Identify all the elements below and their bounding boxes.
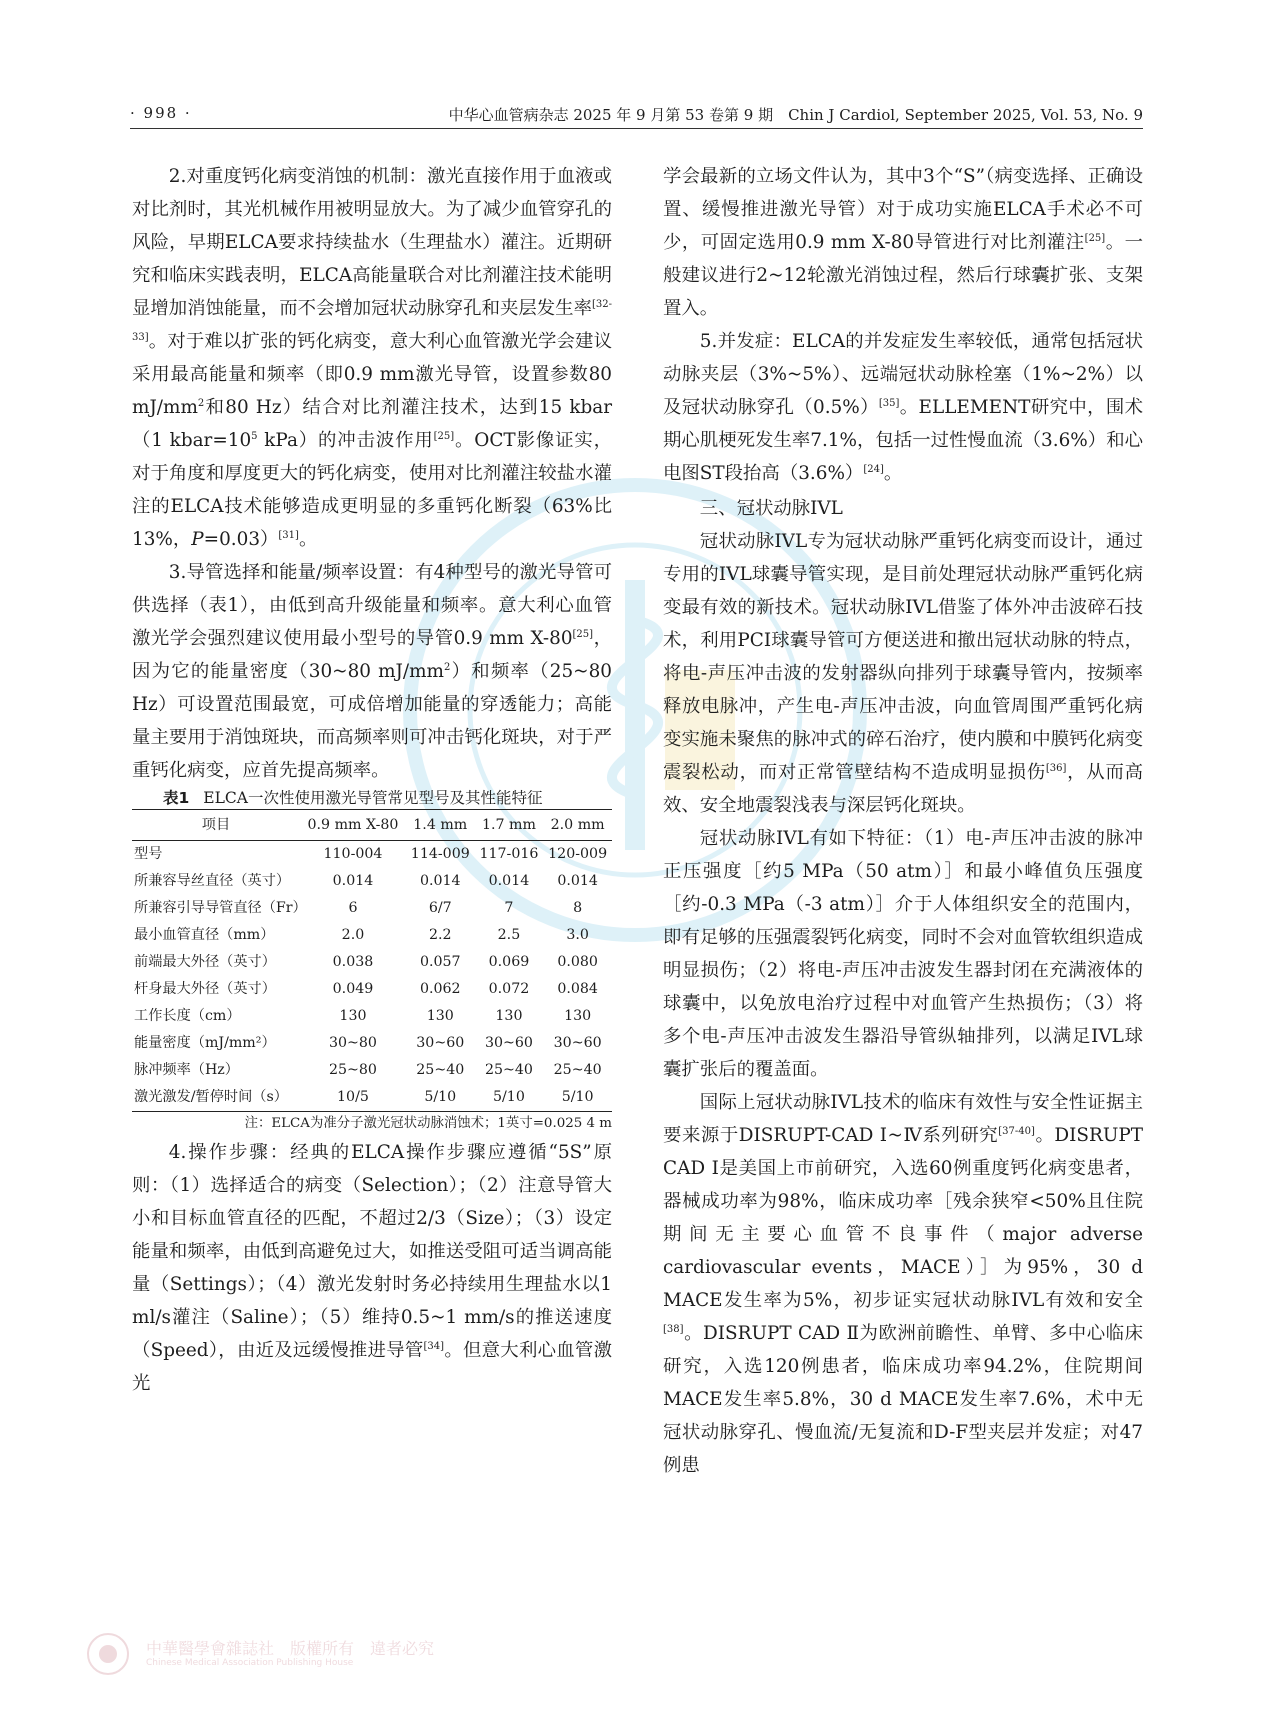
table-cell: 2.0 xyxy=(341,927,365,943)
table-row xyxy=(132,895,612,922)
table-cell: 130 xyxy=(495,1008,523,1024)
table-cell: 0.014 xyxy=(332,873,374,889)
table-cell: 3.0 xyxy=(566,927,589,943)
table-cell: 0.014 xyxy=(557,873,598,889)
table-cell: 30~80 xyxy=(328,1035,377,1051)
table-row xyxy=(132,922,612,949)
table-cell: 6 xyxy=(348,900,358,916)
table-note: 注：ELCA为准分子激光冠状动脉消蚀术；1英寸=0.025 4 m xyxy=(244,1116,612,1131)
table-cell: 0.084 xyxy=(557,981,598,997)
paragraph-ivl-intro: 冠状动脉IVL专为冠状动脉严重钙化病变而设计，通过专用的IVL球囊导管实现，是目前处理冠状动脉严重钙化病变最有效的新技术。冠状动脉IVL借鉴了体外冲击波碎石技术，利用PCI球囊导管可方便送进和撤出冠状动脉的特点，将电-声压冲击波的发射器纵向排列于球囊导管内，按频率释放电脉冲，产生电-声压冲击波，向血管周围严重钙化病变实施未聚焦的脉冲式的碎石治疗，使内膜和中膜钙化病变震裂松动，而对正常管壁结构不造成明显损伤[36]，从而高效、安全地震裂浅表与深层钙化斑块。 xyxy=(663,531,1143,816)
paragraph-procedure: 4.操作步骤：经典的ELCA操作步骤应遵循“5S”原则：（1）选择适合的病变（Selection）；（2）注意导管大小和目标血管直径的匹配，不超过2/3（Size）；（3）设定能量和频率，由低到高避免过大，如推送受阻可适当调高能量（Settings）；（4）激光发射时务必持续用生理盐水以1 ml/s灌注（Saline）；（5）维持0.5~1 mm/s的推送速度（Speed），由近及远缓慢推进导管[34]。但意大利心血管激光 xyxy=(132,1142,612,1394)
running-header xyxy=(130,104,1143,129)
table-cell: 25~40 xyxy=(416,1062,465,1078)
table-cell: 5/10 xyxy=(561,1089,594,1105)
table-row xyxy=(132,841,612,869)
table-row xyxy=(132,868,612,895)
table-cell: 0.014 xyxy=(419,873,461,889)
table-cell: 2.5 xyxy=(497,927,521,943)
table-caption: 表1 ELCA一次性使用激光导管常见型号及其性能特征 xyxy=(163,789,543,807)
left-column xyxy=(132,160,612,1400)
table-row xyxy=(132,976,612,1003)
table-row xyxy=(132,949,612,976)
table-row-label: 工作长度（cm） xyxy=(134,1008,241,1024)
table-cell: 25~80 xyxy=(328,1062,377,1078)
table-cell: 10/5 xyxy=(337,1089,369,1105)
right-column xyxy=(663,160,1143,1482)
table-cell: 5/10 xyxy=(493,1089,525,1105)
table-row-label: 最小血管直径（mm） xyxy=(134,927,275,943)
table-header-col: 0.9 mm X-80 xyxy=(307,817,399,833)
paragraph-catheter-selection: 3.导管选择和能量/频率设置：有4种型号的激光导管可供选择（表1），由低到高升级能量和频率。意大利心血管激光学会强烈建议使用最小型号的导管0.9 mm X-80[25]，因为它的能量密度（30~80 $mJ/mm^2$）和频率（25~80 Hz）可设置范围最宽，可成倍增加能量的穿透能力；高能量主要用于消蚀斑块，而高频率则可冲击钙化斑块，对于严重钙化病变，应首先提高频率。 xyxy=(132,562,612,781)
table-row xyxy=(132,1030,612,1057)
paragraph-disrupt-trials: 国际上冠状动脉IVL技术的临床有效性与安全性证据主要来源于DISRUPT-CAD Ⅰ~Ⅳ系列研究[37-40]。DISRUPT CAD Ⅰ是美国上市前研究，入选60例重度钙化病变患者，器械成功率为98%，临床成功率［残余狭窄<50%且住院期间无主要心血管不良事件（major adverse cardiovascular events，MACE）］为95%，30 d MACE发生率为5%，初步证实冠状动脉IVL有效和安全[38]。DISRUPT CAD Ⅱ为欧洲前瞻性、单臂、多中心临床研究，入选120例患者，临床成功率94.2%，住院期间MACE发生率5.8%，30 d MACE发生率7.6%，术中无冠状动脉穿孔、慢血流/无复流和D-F型夹层并发症；对47例患 xyxy=(663,1092,1143,1476)
table-cell: 114-009 xyxy=(410,846,470,862)
table-header-col: 1.4 mm xyxy=(413,817,468,833)
table-cell: 8 xyxy=(573,900,583,916)
table-cell: 117-016 xyxy=(479,846,539,862)
table-cell: 30~60 xyxy=(484,1035,533,1051)
table-cell: 6/7 xyxy=(428,900,452,916)
table-row-label: 所兼容引导导管直径（Fr） xyxy=(134,900,307,916)
table-cell: 0.057 xyxy=(419,954,461,970)
publisher-name-en: Chinese Medical Association Publishing House xyxy=(146,1658,354,1668)
table-cell: 110-004 xyxy=(323,846,383,862)
table-header-col: 2.0 mm xyxy=(550,817,605,833)
section-heading-ivl: 三、冠状动脉IVL xyxy=(699,498,843,519)
paragraph-continuation: 学会最新的立场文件认为，其中3个“S”（病变选择、正确设置、缓慢推进激光导管）对于成功实施ELCA手术必不可少，可固定选用0.9 mm X-80导管进行对比剂灌注[25]。一般建议进行2~12轮激光消蚀过程，然后行球囊扩张、支架置入。 xyxy=(663,166,1143,319)
table-cell: 30~60 xyxy=(416,1035,465,1051)
table-row-label: 所兼容导丝直径（英寸） xyxy=(134,873,291,889)
table-row-label: 能量密度（mJ/mm²） xyxy=(134,1035,276,1051)
table-laser-catheters xyxy=(132,809,612,1112)
table-cell: 130 xyxy=(426,1008,454,1024)
table-cell: 0.014 xyxy=(488,873,530,889)
paragraph-complications: 5.并发症：ELCA的并发症发生率较低，通常包括冠状动脉夹层（3%~5%）、远端冠状动脉栓塞（1%~2%）以及冠状动脉穿孔（0.5%）[35]。ELLEMENT研究中，围术期心肌梗死发生率7.1%，包括一过性慢血流（3.6%）和心电图ST段抬高（3.6%）[24]。 xyxy=(663,331,1143,484)
table-cell: 0.038 xyxy=(332,954,374,970)
page-number: · 998 · xyxy=(130,104,192,122)
table-cell: 5/10 xyxy=(424,1089,457,1105)
table-cell: 130 xyxy=(564,1008,592,1024)
paragraph-ivl-features: 冠状动脉IVL有如下特征：（1）电-声压冲击波的脉冲正压强度［约5 MPa（50 atm）］和最小峰值负压强度［约-0.3 MPa（-3 atm）］介于人体组织安全的范围内，即有足够的压强震裂钙化病变，同时不会对血管软组织造成明显损伤；（2）将电-声压冲击波发生器封闭在充满液体的球囊中，以免放电治疗过程中对血管产生热损伤；（3）将多个电-声压冲击波发生器沿导管纵轴排列，以满足IVL球囊扩张后的覆盖面。 xyxy=(663,828,1143,1080)
table-row-label: 型号 xyxy=(134,846,163,862)
table-cell: 25~40 xyxy=(484,1062,533,1078)
table-row-label: 杆身最大外径（英寸） xyxy=(134,981,276,997)
table-cell: 0.062 xyxy=(419,981,461,997)
publisher-name: 中華醫學會雜誌社 版權所有 違者必究 xyxy=(146,1639,435,1658)
table-cell: 0.080 xyxy=(557,954,598,970)
table-row-label: 脉冲频率（Hz） xyxy=(134,1062,239,1078)
table-cell: 120-009 xyxy=(548,846,608,862)
table-cell: 25~40 xyxy=(553,1062,602,1078)
table-row xyxy=(132,1003,612,1030)
table-row-label: 前端最大外径（英寸） xyxy=(134,954,276,970)
publisher-logo-icon xyxy=(86,1632,130,1676)
table-header-col: 1.7 mm xyxy=(481,817,536,833)
table-row-label: 激光激发/暂停时间（s） xyxy=(134,1089,288,1105)
paragraph-mechanism: 2.对重度钙化病变消蚀的机制：激光直接作用于血液或对比剂时，其光机械作用被明显放大。为了减少血管穿孔的风险，早期ELCA要求持续盐水（生理盐水）灌注。近期研究和临床实践表明，ELCA高能量联合对比剂灌注技术能明显增加消蚀能量，而不会增加冠状动脉穿孔和夹层发生率[32-33]。对于难以扩张的钙化病变，意大利心血管激光学会建议采用最高能量和频率（即0.9 mm激光导管，设置参数80 $mJ/mm^2$和80 Hz）结合对比剂灌注技术，达到15 kbar（1 $kbar=10^5$ kPa）的冲击波作用[25]。OCT影像证实，对于角度和厚度更大的钙化病变，使用对比剂灌注较盐水灌注的ELCA技术能够造成更明显的多重钙化断裂（63%比13%，P=0.03）[31]。 xyxy=(132,166,613,550)
table-cell: 30~60 xyxy=(553,1035,602,1051)
table-cell: 0.072 xyxy=(488,981,530,997)
table-cell: 130 xyxy=(339,1008,367,1024)
table-row xyxy=(132,1057,612,1084)
table-cell: 0.049 xyxy=(332,981,374,997)
journal-citation: 中华心血管病杂志 2025 年 9 月第 53 卷第 9 期 Chin J Cardiol, September 2025, Vol. 53, No. 9 xyxy=(448,106,1143,124)
table-header-item: 项目 xyxy=(201,817,231,833)
table-cell: 7 xyxy=(504,900,514,916)
table-cell: 0.069 xyxy=(488,954,530,970)
publisher-footer-watermark xyxy=(86,1632,566,1678)
table-row xyxy=(132,1084,612,1112)
table-cell: 2.2 xyxy=(428,927,452,943)
